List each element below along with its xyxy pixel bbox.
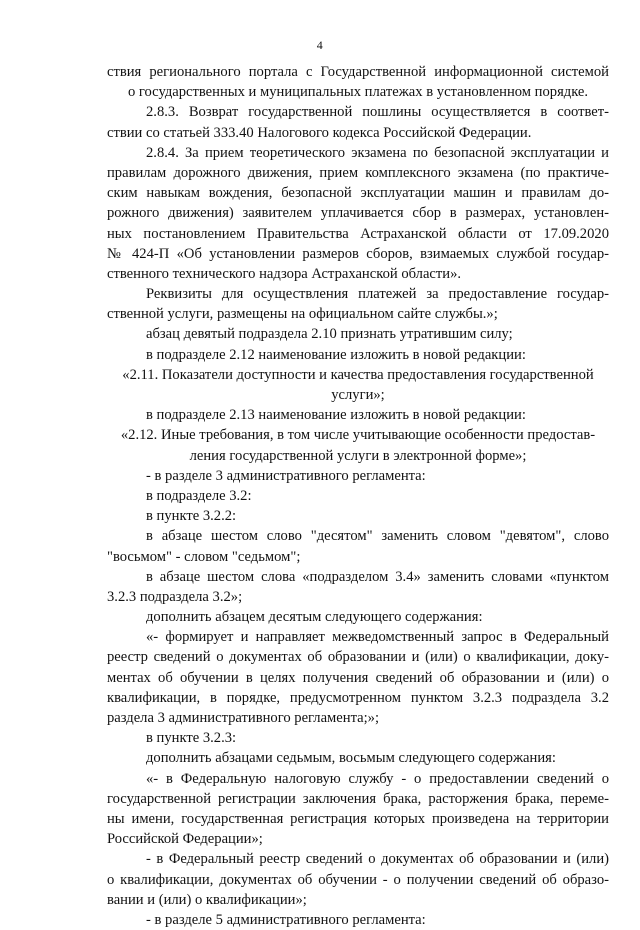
text-line: 2.8.3. Возврат государственной пошлины осуществляется в соответ- <box>146 104 609 121</box>
text-line: - в разделе 3 административного регламента: <box>146 467 426 484</box>
text-line: абзац девятый подраздела 2.10 признать утратившим силу; <box>146 326 513 343</box>
text-line: рожного движения) заявителем уплачивается сбор в размерах, установлен- <box>107 205 609 222</box>
text-line: в абзаце шестом слово "десятом" заменить словом "девятом", слово <box>146 528 609 545</box>
text-line: квалификации, в порядке, предусмотренном пунктом 3.2.3 подраздела 3.2 <box>107 689 609 706</box>
text-line: дополнить абзацем десятым следующего содержания: <box>146 609 483 626</box>
page-number: 4 <box>316 38 324 52</box>
text-line: в абзаце шестом слова «подразделом 3.4» заменить словами «пунктом <box>146 568 609 585</box>
text-line: - в разделе 5 административного регламента: <box>146 911 426 928</box>
text-line: Реквизиты для осуществления платежей за предоставление государ- <box>146 286 609 303</box>
text-line: "восьмом" - словом "седьмом"; <box>107 548 301 565</box>
text-line: - в Федеральный реестр сведений о документах об образовании и (или) <box>146 851 609 868</box>
text-line: «2.12. Иные требования, в том числе учитывающие особенности предостав- <box>120 427 596 444</box>
text-line: в подразделе 2.12 наименование изложить в новой редакции: <box>146 346 526 363</box>
text-line: ствия регионального портала с Государственной информационной системой <box>107 64 609 80</box>
text-line: о государственных и муниципальных платежах в установленном порядке. <box>127 84 589 101</box>
text-line: № 424-П «Об установлении размеров сборов, взимаемых службой государ- <box>107 245 609 262</box>
text-line: «- формирует и направляет межведомственный запрос в Федеральный <box>146 629 609 646</box>
text-line: 2.8.4. За прием теоретического экзамена по безопасной эксплуатации и <box>146 144 609 161</box>
text-line: Российской Федерации»; <box>107 831 263 848</box>
text-line: правилам дорожного движения, прием комплексного экзамена (по практиче- <box>107 164 609 181</box>
text-line: в подразделе 2.13 наименование изложить в новой редакции: <box>146 407 526 424</box>
text-line: в пункте 3.2.3: <box>146 730 237 747</box>
text-line: ментах об обучении в целях получения сведений об образовании и (или) о <box>107 669 609 686</box>
text-line: в подразделе 3.2: <box>146 487 252 504</box>
text-line: ны имени, государственная регистрация которых произведена на территории <box>107 810 609 827</box>
text-line: 3.2.3 подраздела 3.2»; <box>107 588 243 605</box>
text-line: государственной регистрации заключения брака, расторжения брака, переме- <box>107 790 609 807</box>
text-line: реестр сведений о документах об образовании и (или) о квалификации, доку- <box>107 649 609 666</box>
text-line: в пункте 3.2.2: <box>146 508 237 525</box>
text-line: ским навыкам вождения, безопасной эксплуатации машин и правилам до- <box>107 185 609 202</box>
text-line: дополнить абзацами седьмым, восьмым следующего содержания: <box>146 750 556 767</box>
text-line: «- в Федеральную налоговую службу - о предоставлении сведений о <box>146 770 609 787</box>
text-line: раздела 3 административного регламента;»; <box>107 710 380 726</box>
text-line: ственной услуги, размещены на официальном сайте службы.»; <box>107 306 498 323</box>
text-line: ных постановлением Правительства Астраханской области от 17.09.2020 <box>107 225 609 242</box>
text-line: ственного технического надзора Астраханской области». <box>107 265 462 282</box>
text-line: ствии со статьей 333.40 Налогового кодекса Российской Федерации. <box>107 124 532 141</box>
text-line: ления государственной услуги в электронной форме»; <box>189 447 527 464</box>
text-line: «2.11. Показатели доступности и качества предоставления государственной <box>122 366 594 383</box>
text-line: услуги»; <box>331 387 385 403</box>
document-body <box>107 62 609 930</box>
text-line: вании и (или) о квалификации»; <box>107 891 307 908</box>
text-line: о квалификации, документах об обучении - о получении сведений об образо- <box>107 871 609 888</box>
